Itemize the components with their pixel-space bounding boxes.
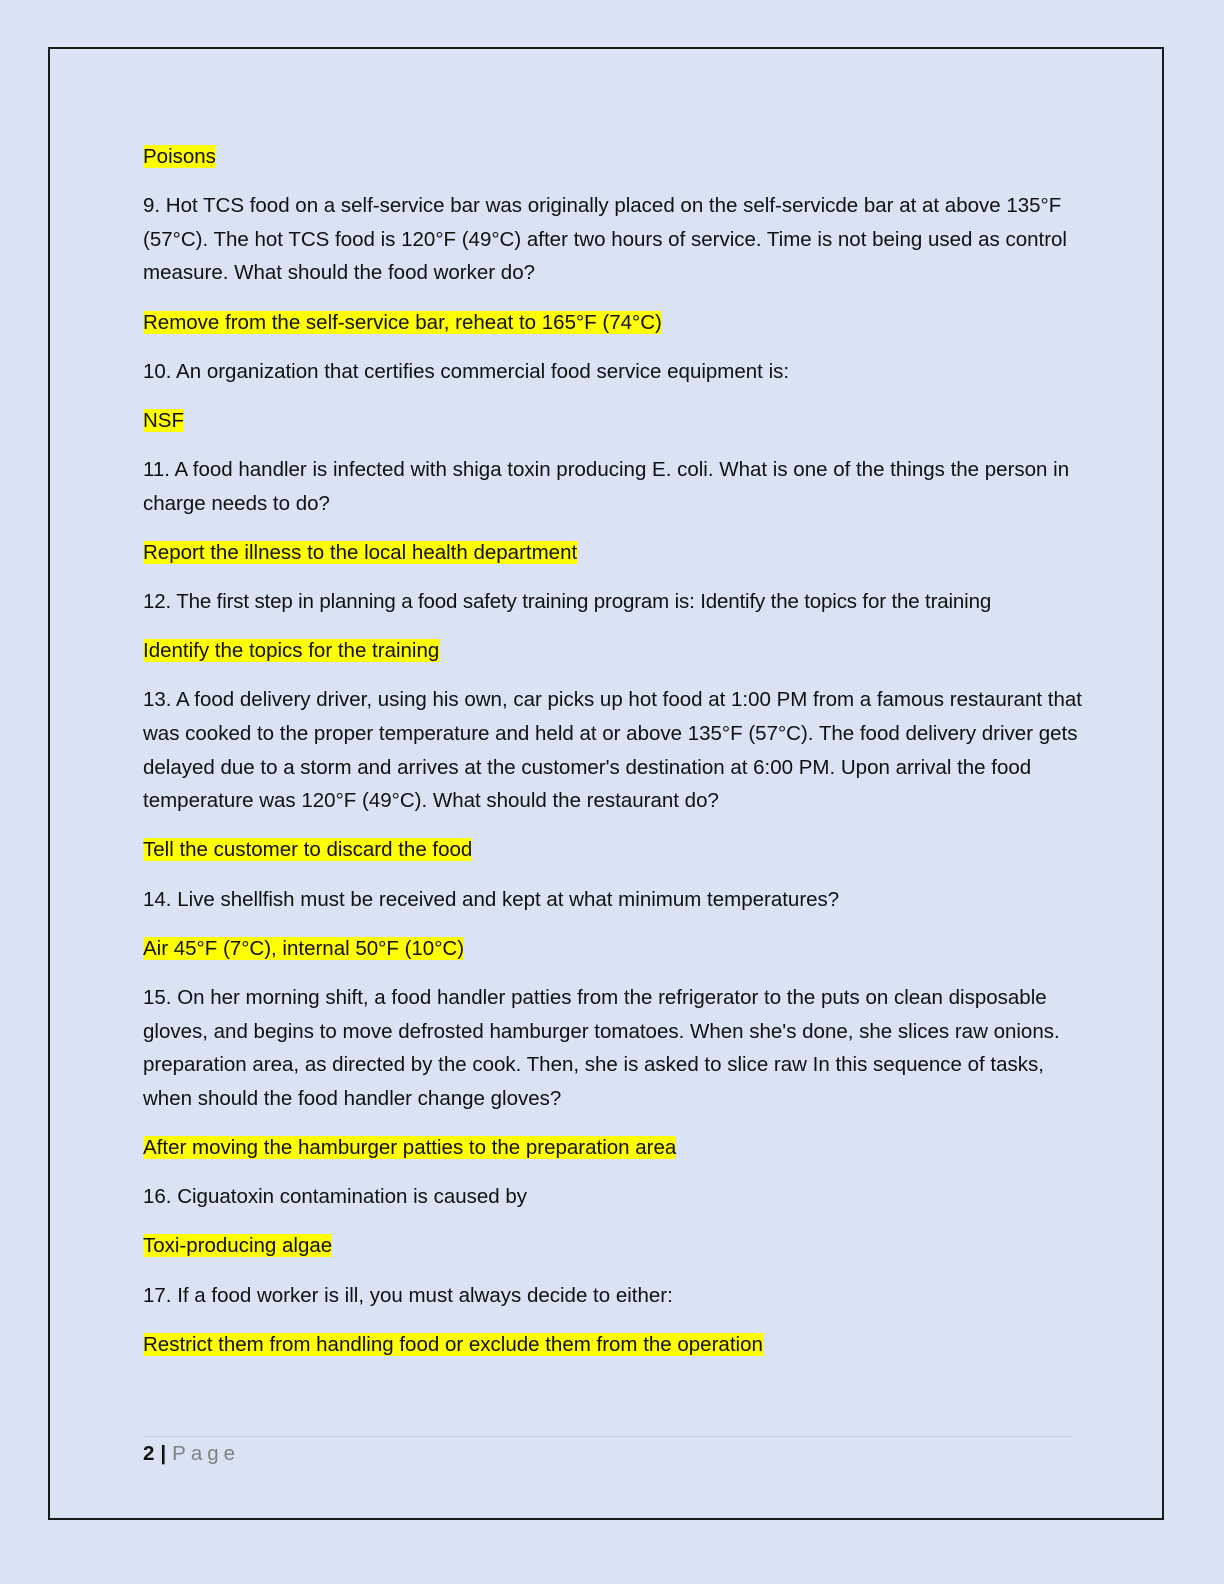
answer-paragraph (143, 1229, 1083, 1263)
question-paragraph: 13. A food delivery driver, using his own, car picks up hot food at 1:00 PM from a famous restaurant that was cooked to the proper temperature and held at or above 135°F (57°C). The food delivery driver gets delayed due to a storm and arrives at the customer's destination at 6:00 PM. Upon arrival the food temperature was 120°F (49°C). What should the restaurant do? (143, 688, 1082, 813)
question-paragraph: 17. If a food worker is ill, you must always decide to either: (143, 1283, 673, 1307)
page-footer (143, 1440, 240, 1468)
highlighted-answer: Toxi-producing algae (143, 1234, 333, 1258)
highlighted-answer: Identify the topics for the training (143, 639, 440, 663)
highlighted-answer: Poisons (143, 145, 216, 168)
answer-paragraph (143, 536, 1083, 570)
answer-paragraph (143, 634, 1083, 668)
highlighted-answer: Air 45°F (7°C), internal 50°F (10°C) (143, 936, 465, 960)
answer-paragraph (143, 1328, 1083, 1362)
answer-paragraph (143, 833, 1083, 867)
question-paragraph: 10. An organization that certifies commercial food service equipment is: (143, 359, 790, 383)
page-number: 2 (143, 1442, 155, 1465)
highlighted-answer: NSF (143, 408, 184, 432)
document-body (143, 140, 1083, 1377)
highlighted-answer: Remove from the self-service bar, reheat to 165°F (74°C) (143, 310, 662, 334)
answer-paragraph (143, 932, 1083, 966)
question-paragraph: 16. Ciguatoxin contamination is caused by (143, 1185, 528, 1209)
footer-divider (143, 1436, 1073, 1437)
highlighted-answer: Restrict them from handling food or exclude them from the operation (143, 1332, 763, 1356)
footer-separator: | (160, 1442, 167, 1465)
page-word: Page (172, 1442, 241, 1465)
question-paragraph: 12. The first step in planning a food safety training program is: Identify the topics for the training (143, 590, 992, 614)
answer-paragraph (143, 140, 1083, 174)
question-paragraph: 11. A food handler is infected with shiga toxin producing E. coli. What is one of the things the person in charge needs to do? (143, 458, 1070, 515)
answer-paragraph (143, 1131, 1083, 1165)
highlighted-answer: Tell the customer to discard the food (143, 838, 473, 862)
answer-paragraph (143, 404, 1083, 438)
question-paragraph: 9. Hot TCS food on a self-service bar was originally placed on the self-servicde bar at at above 135°F (57°C). The hot TCS food is 120°F (49°C) after two hours of service. Time is not being used as control measure. What should the food worker do? (143, 194, 1067, 285)
highlighted-answer: Report the illness to the local health department (143, 540, 578, 564)
answer-paragraph (143, 306, 1083, 340)
highlighted-answer: After moving the hamburger patties to the preparation area (143, 1135, 677, 1159)
question-paragraph: 15. On her morning shift, a food handler patties from the refrigerator to the puts on clean disposable gloves, and begins to move defrosted hamburger tomatoes. When she's done, she slices raw onions. preparation area, as directed by the cook. Then, she is asked to slice raw In this sequence of tasks, when should the food handler change gloves? (143, 986, 1060, 1110)
question-paragraph: 14. Live shellfish must be received and kept at what minimum temperatures? (143, 887, 840, 911)
